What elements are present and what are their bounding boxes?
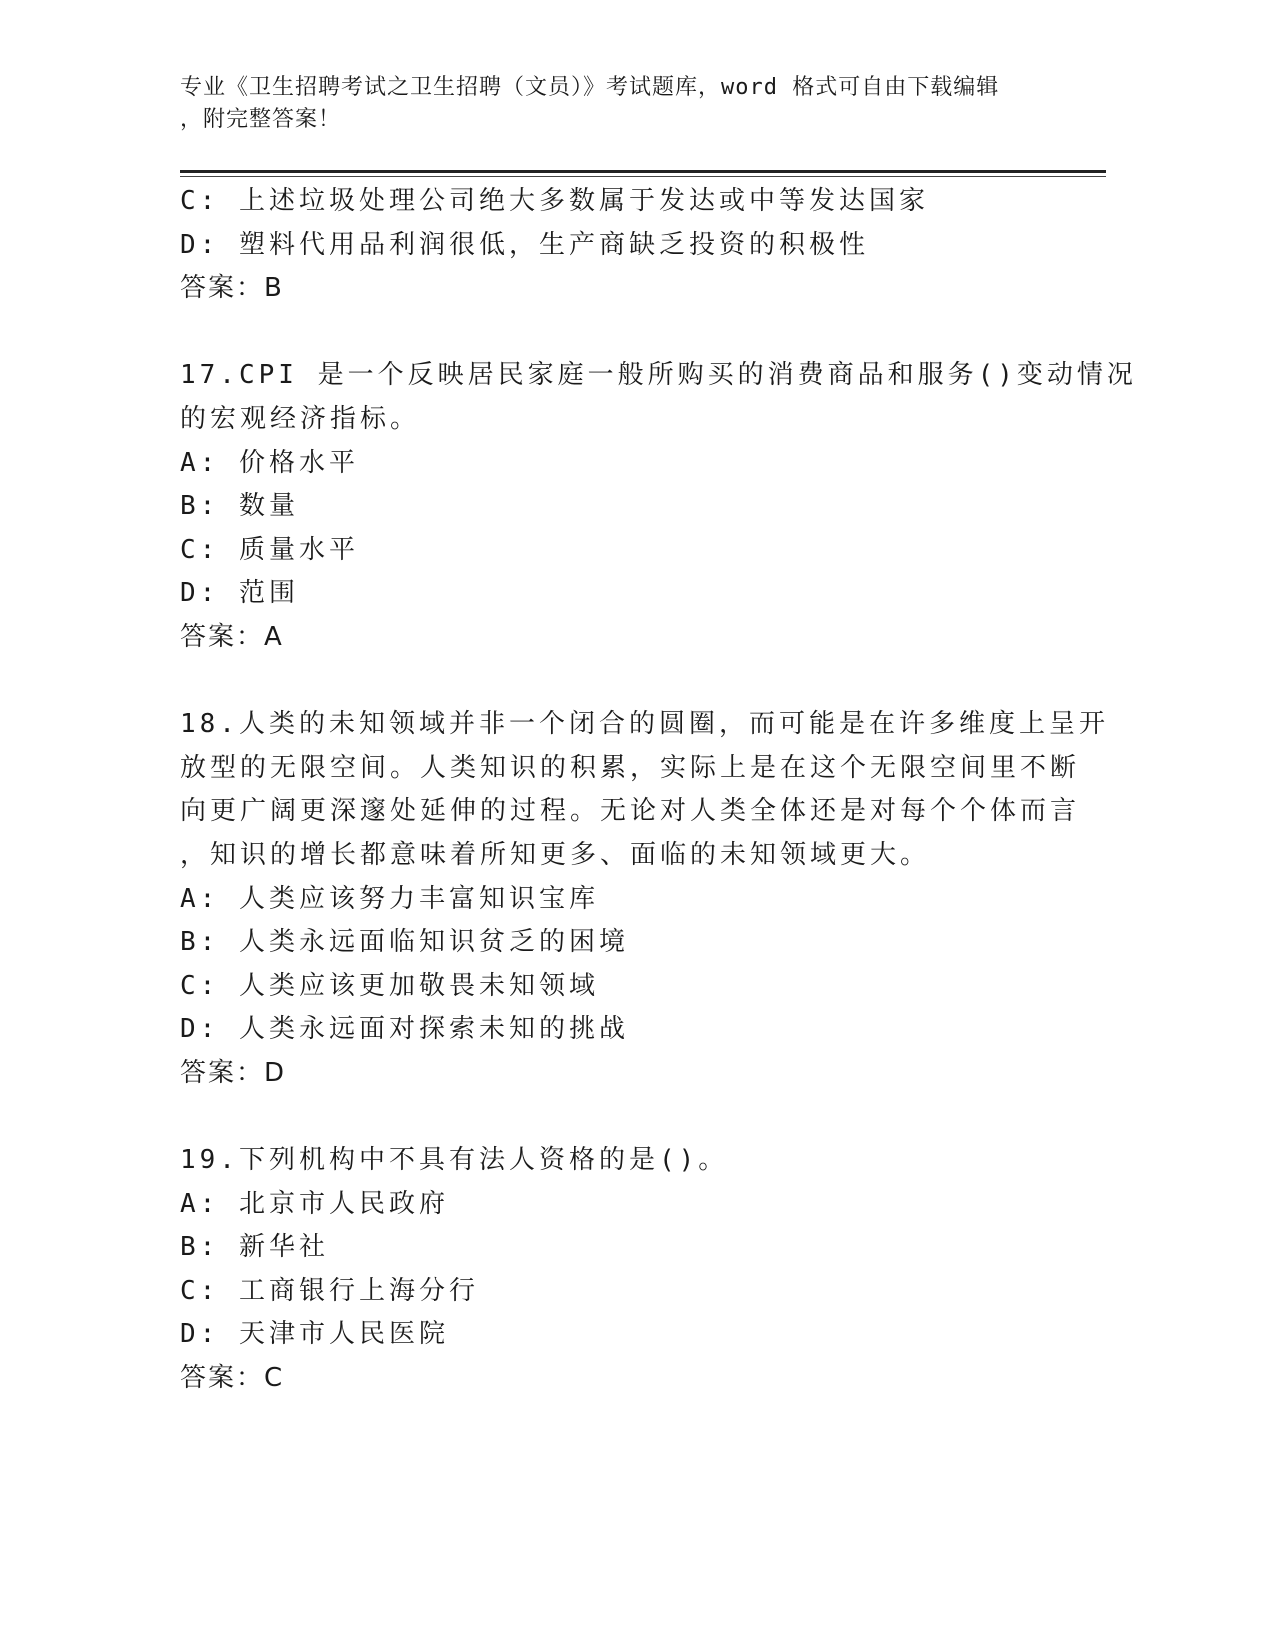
header-divider	[180, 170, 1106, 173]
option-text: 范围	[238, 578, 299, 609]
option-text: 工商银行上海分行	[238, 1275, 479, 1306]
answer-line: 答案：B	[180, 273, 284, 304]
option-item: B: 新华社	[180, 1232, 329, 1263]
option-item: B: 数量	[180, 491, 299, 522]
option-item: C: 工商银行上海分行	[180, 1275, 479, 1306]
answer-line: 答案：D	[180, 1057, 287, 1088]
option-text: 人类应该更加敬畏未知领域	[238, 970, 599, 1001]
question-block	[180, 1139, 1040, 1401]
question-stem: 向更广阔更深邃处延伸的过程。无论对人类全体还是对每个个体而言	[180, 796, 1081, 827]
answer-line: 答案：C	[180, 1363, 285, 1394]
option-item: C: 人类应该更加敬畏未知领域	[180, 970, 599, 1001]
question-stem: 的宏观经济指标。	[180, 403, 421, 434]
option-item: B: 人类永远面临知识贫乏的困境	[180, 927, 629, 958]
option-letter: C	[180, 186, 200, 216]
option-text: 天津市人民医院	[238, 1319, 449, 1350]
option-text: 塑料代用品利润很低，生产商缺乏投资的积极性	[238, 229, 869, 260]
option-item: D: 天津市人民医院	[180, 1319, 449, 1350]
header-line-1: 专业《卫生招聘考试之卫生招聘（文员）》考试题库，word 格式可自由下载编辑	[180, 75, 1000, 100]
question-content	[180, 180, 1137, 1401]
option-item: D: 人类永远面对探索未知的挑战	[180, 1014, 629, 1045]
option-letter: D	[180, 1014, 200, 1045]
option-item: A: 人类应该努力丰富知识宝库	[180, 883, 599, 914]
option-item: A: 北京市人民政府	[180, 1188, 449, 1219]
option-letter: A	[180, 1188, 200, 1219]
option-text: 价格水平	[238, 447, 359, 478]
question-block	[180, 354, 1137, 659]
option-letter: D	[180, 1319, 200, 1350]
option-letter: B	[180, 1232, 200, 1263]
option-letter: A	[180, 883, 200, 914]
option-letter: B	[180, 491, 200, 522]
option-letter: D	[180, 578, 200, 609]
question-stem: 放型的无限空间。人类知识的积累，实际上是在这个无限空间里不断	[180, 752, 1081, 783]
option-item: C: 质量水平	[180, 534, 359, 565]
question-block	[180, 703, 1109, 1095]
question-stem: ，知识的增长都意味着所知更多、面临的未知领域更大。	[180, 839, 931, 870]
option-letter: D	[180, 229, 200, 260]
option-text: 人类应该努力丰富知识宝库	[238, 883, 599, 914]
question-stem: 19.下列机构中不具有法人资格的是()。	[180, 1145, 729, 1176]
option-item: C: 上述垃圾处理公司绝大多数属于发达或中等发达国家	[180, 186, 929, 216]
page-header	[180, 72, 1040, 136]
option-letter: A	[180, 447, 200, 478]
option-item: A: 价格水平	[180, 447, 359, 478]
option-text: 北京市人民政府	[238, 1188, 449, 1219]
option-letter: C	[180, 970, 200, 1001]
option-text: 人类永远面临知识贫乏的困境	[238, 927, 629, 958]
answer-line: 答案：A	[180, 621, 284, 652]
option-letter: C	[180, 534, 200, 565]
question-stem: 17.CPI 是一个反映居民家庭一般所购买的消费商品和服务()变动情况	[180, 360, 1137, 391]
header-line-2: ，附完整答案！	[180, 107, 342, 132]
option-item: D: 范围	[180, 578, 299, 609]
header-divider-thin	[180, 176, 1106, 177]
option-text: 上述垃圾处理公司绝大多数属于发达或中等发达国家	[238, 186, 929, 216]
option-text: 新华社	[238, 1232, 329, 1263]
option-text: 人类永远面对探索未知的挑战	[238, 1014, 629, 1045]
option-text: 质量水平	[238, 534, 359, 565]
option-item: D: 塑料代用品利润很低，生产商缺乏投资的积极性	[180, 229, 869, 260]
question-stem: 18.人类的未知领域并非一个闭合的圆圈，而可能是在许多维度上呈开	[180, 709, 1109, 740]
option-letter: C	[180, 1275, 200, 1306]
option-text: 数量	[238, 491, 299, 522]
option-letter: B	[180, 927, 200, 958]
